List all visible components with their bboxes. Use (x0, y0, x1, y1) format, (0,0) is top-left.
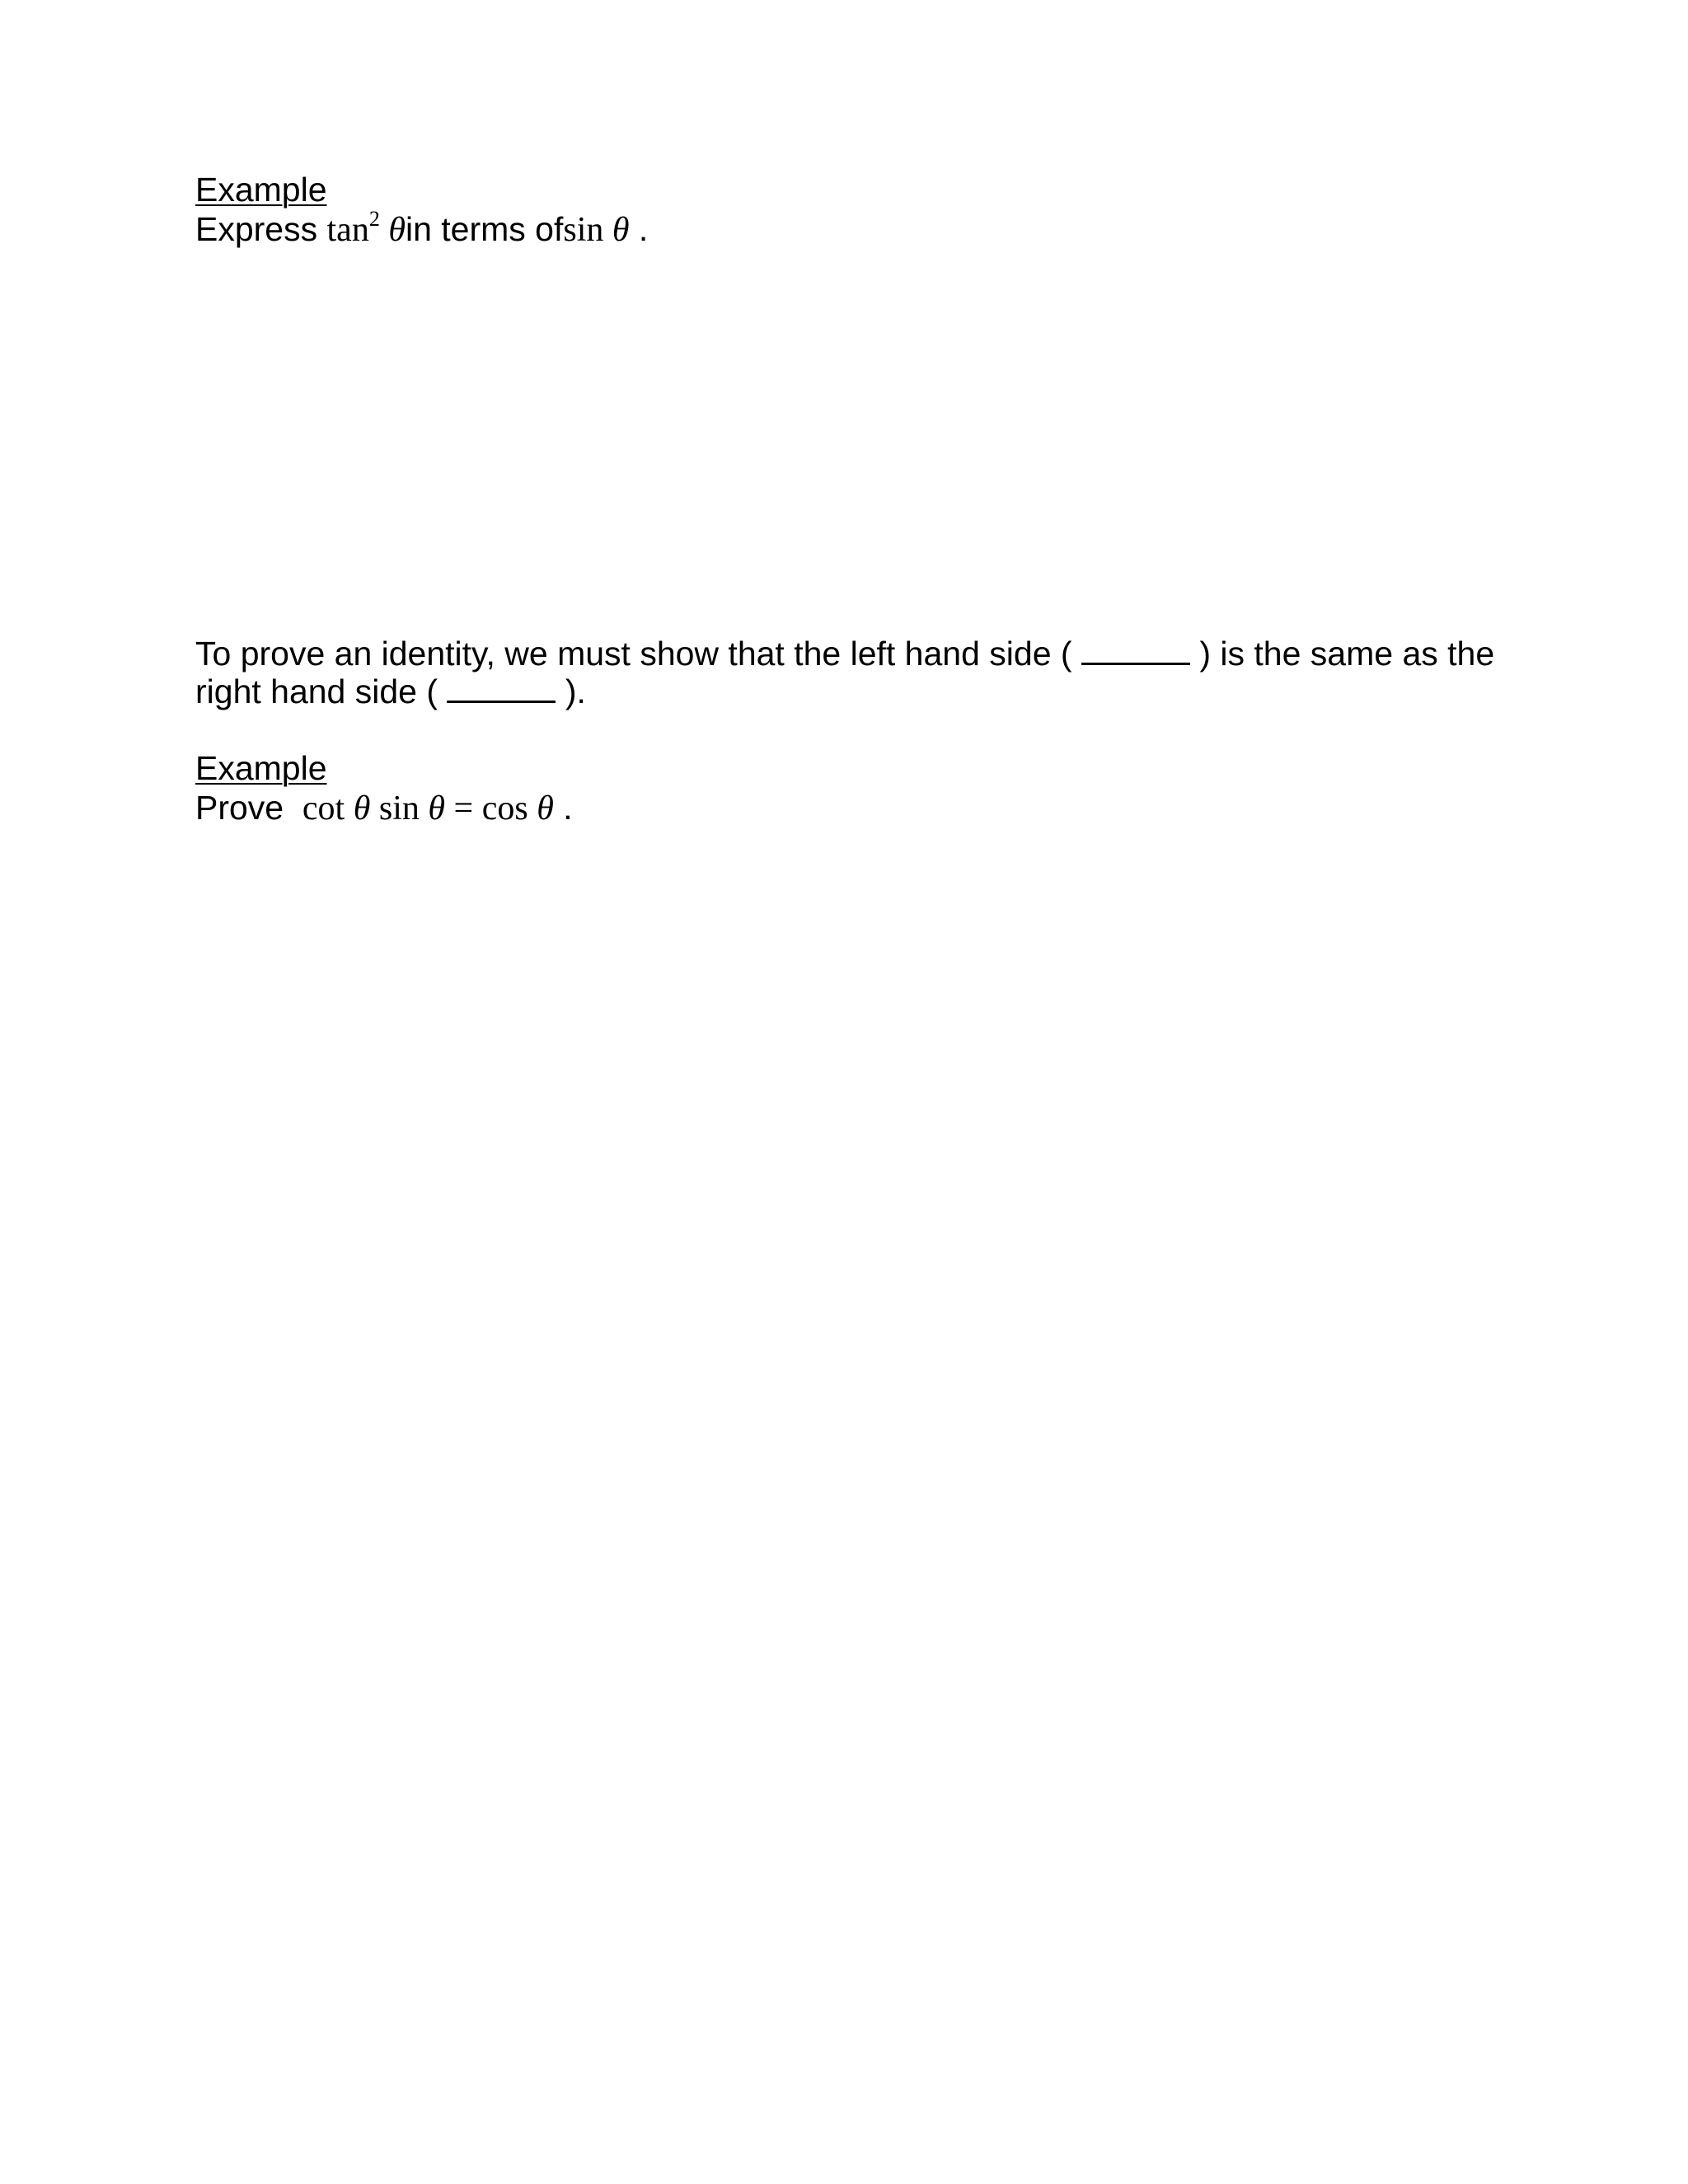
example-2-prompt: Prove cot θ sin θ = cos θ . (195, 789, 573, 827)
example-1-prompt: Express $\tan^2 \theta in$ terms ofsin θ . (195, 207, 649, 249)
lhs-blank (1081, 638, 1190, 665)
identity-note (195, 635, 1494, 710)
rhs-blank (447, 676, 556, 703)
identity-line-2: right hand side ( ). (195, 673, 586, 710)
sin-theta: sin θ (563, 211, 630, 249)
identity-line-1: To prove an identity, we must show that the left hand side ( ) is the same as the (195, 635, 1495, 673)
example-1 (195, 170, 648, 254)
example-2 (195, 748, 573, 828)
example-1-heading: Example (195, 171, 327, 209)
identity-equation: cot θ sin θ = cos θ (302, 790, 554, 827)
example-2-heading: Example (195, 749, 327, 787)
tan-squared-theta: $\tan^2 \theta$ (326, 207, 406, 249)
